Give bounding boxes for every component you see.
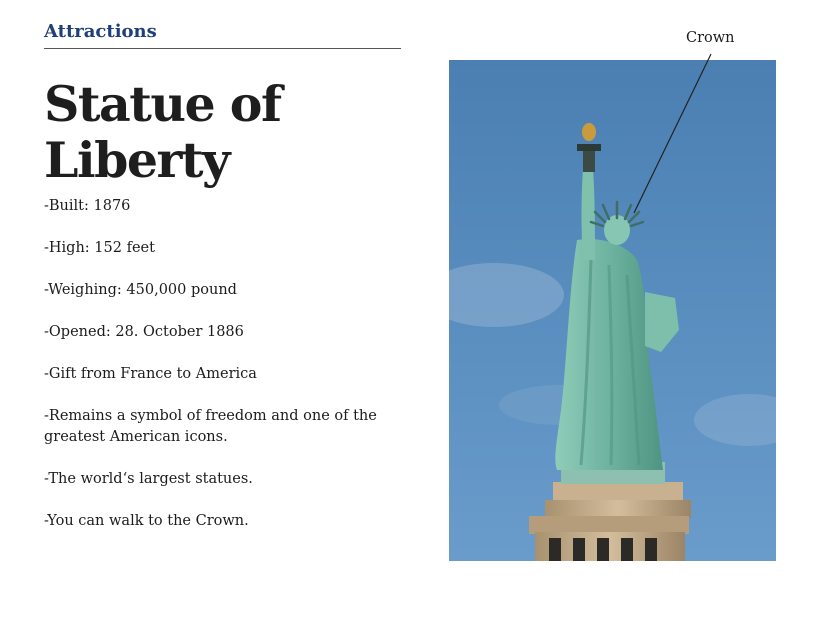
section-title: Attractions <box>44 21 157 42</box>
fact-crown: -You can walk to the Crown. <box>44 513 249 529</box>
statue-photo <box>449 60 776 561</box>
fact-largest: -The world‘s largest statues. <box>44 471 253 487</box>
torch-flame <box>582 123 596 141</box>
fact-symbol: -Remains a symbol of freedom and one of the greatest American icons. <box>44 408 377 445</box>
crown-callout-label: Crown <box>686 30 735 46</box>
fact-weight: -Weighing: 450,000 pound <box>44 282 237 298</box>
page-title: Statue of Liberty <box>44 75 281 189</box>
torch-rim <box>577 144 601 151</box>
facts-list <box>44 196 394 553</box>
fact-built: -Built: 1876 <box>44 198 131 214</box>
section-divider <box>44 48 401 49</box>
fact-height: -High: 152 feet <box>44 240 155 256</box>
fact-opened: -Opened: 28. October 1886 <box>44 324 244 340</box>
raised-arm <box>582 168 596 260</box>
fact-gift: -Gift from France to America <box>44 366 257 382</box>
